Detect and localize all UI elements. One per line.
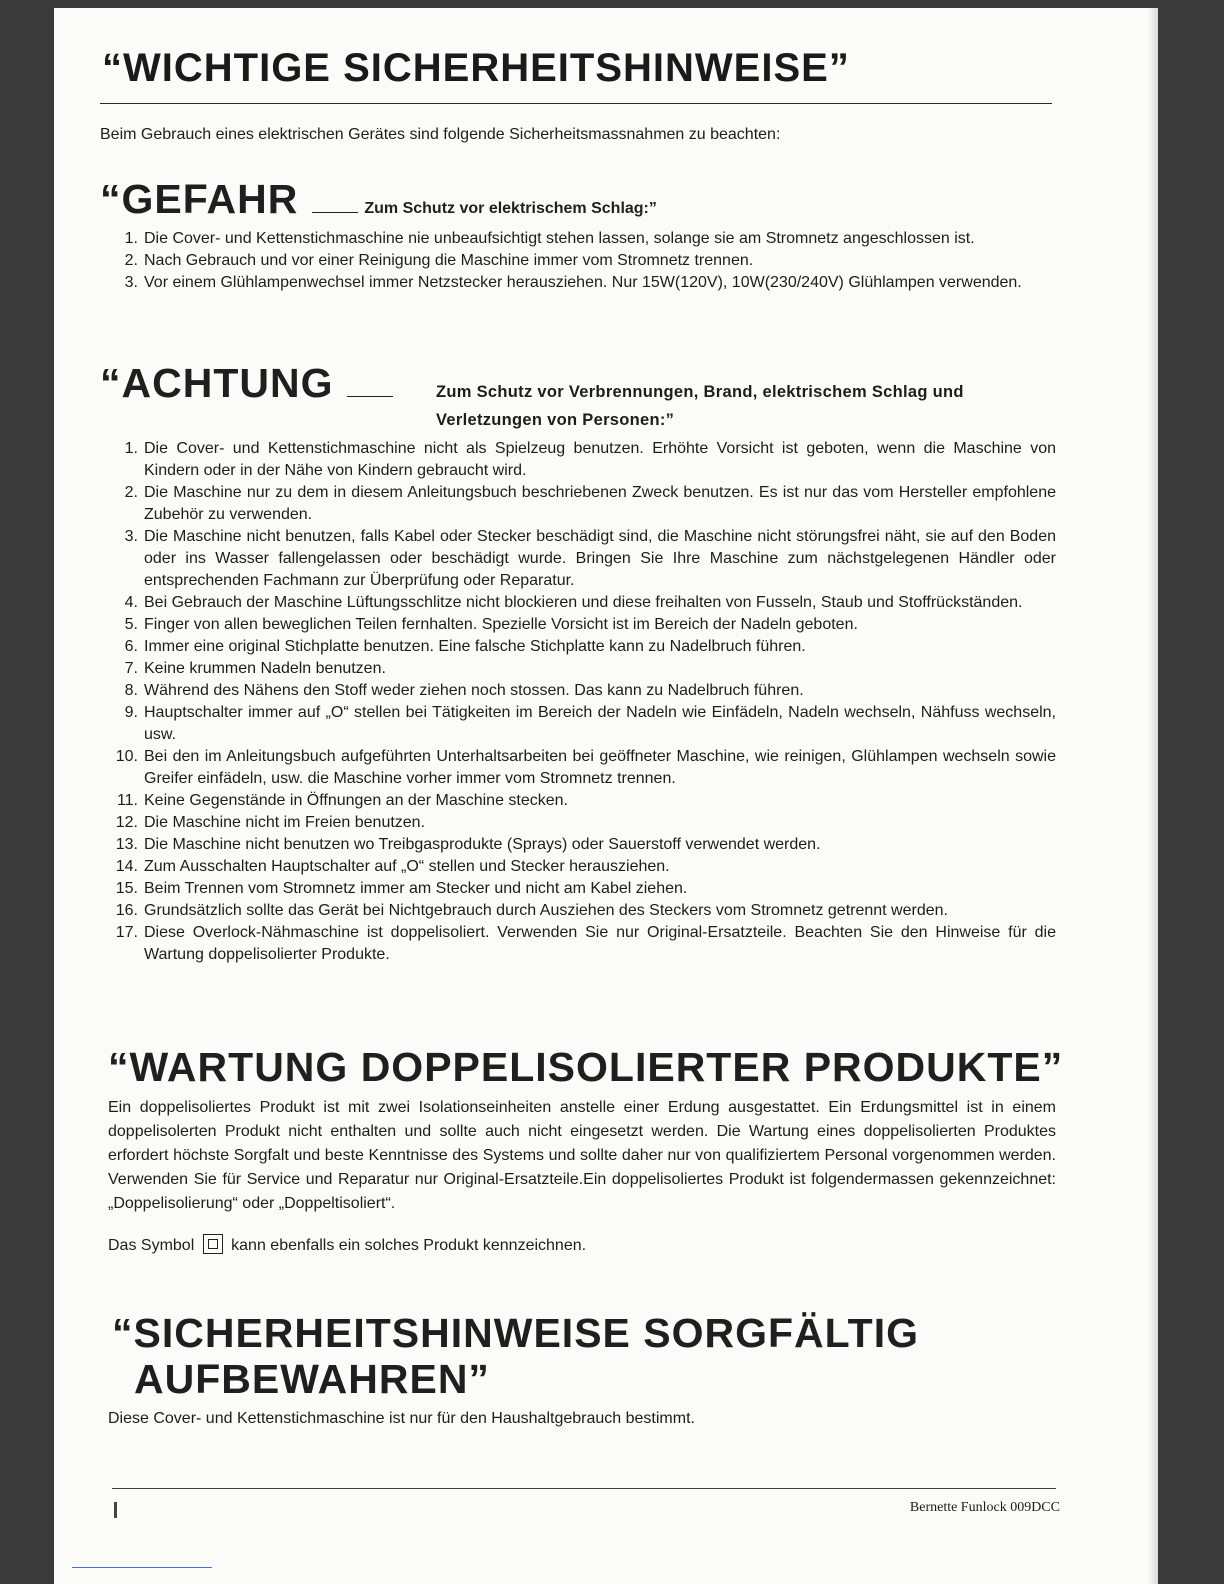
aufbewahren-heading	[112, 1310, 919, 1402]
gefahr-heading: “GEFAHR	[100, 176, 299, 222]
document-page	[54, 8, 1158, 1584]
list-item	[108, 658, 1056, 680]
gefahr-heading-underline	[312, 212, 358, 213]
list-item-number: 13 .	[108, 834, 138, 856]
list-item	[108, 702, 1056, 746]
achtung-heading-row	[100, 360, 399, 407]
list-item-number: 14 .	[108, 856, 138, 878]
list-item-text: Finger von allen beweglichen Teilen fernhalten. Spezielle Vorsicht ist im Bereich der Nadeln geboten.	[144, 616, 858, 633]
aufbewahren-text: Diese Cover- und Kettenstichmaschine ist nur für den Haushaltgebrauch bestimmt.	[108, 1410, 695, 1427]
list-item-number: 3 .	[108, 272, 138, 294]
list-item-number: 5 .	[108, 614, 138, 636]
title-divider	[100, 103, 1052, 104]
list-item	[108, 746, 1056, 790]
list-item-number: 17 .	[108, 922, 138, 944]
list-item	[108, 592, 1056, 614]
list-item	[108, 790, 1056, 812]
list-item-text: Die Maschine nicht benutzen wo Treibgasprodukte (Sprays) oder Sauerstoff verwendet werden.	[144, 836, 821, 853]
achtung-subheading: Zum Schutz vor Verbrennungen, Brand, elektrischem Schlag und Verletzungen von Personen:”	[436, 383, 964, 429]
list-item-number: 4 .	[108, 592, 138, 614]
list-item-number: 2 .	[108, 250, 138, 272]
page-marker	[114, 1502, 117, 1518]
list-item-number: 15 .	[108, 878, 138, 900]
list-item	[108, 856, 1056, 878]
list-item-text: Die Maschine nur zu dem in diesem Anleitungsbuch beschriebenen Zweck benutzen. Es ist nur das vom Hersteller empfohlene Zubehör zu verwenden.	[144, 484, 1056, 523]
list-item-text: Während des Nähens den Stoff weder ziehen noch stossen. Das kann zu Nadelbruch führen.	[144, 682, 804, 699]
list-item	[108, 614, 1056, 636]
symbol-text-before: Das Symbol	[108, 1237, 195, 1254]
list-item-text: Immer eine original Stichplatte benutzen. Eine falsche Stichplatte kann zu Nadelbruch führen.	[144, 638, 806, 655]
list-item-text: Zum Ausschalten Hauptschalter auf „O“ stellen und Stecker herausziehen.	[144, 858, 670, 875]
achtung-heading-underline	[347, 396, 393, 397]
aufbewahren-heading-line1: “SICHERHEITSHINWEISE SORGFÄLTIG	[112, 1310, 919, 1356]
list-item	[108, 228, 1056, 250]
gefahr-subheading: Zum Schutz vor elektrischem Schlag:”	[364, 200, 657, 217]
list-item	[108, 526, 1056, 592]
wartung-text: Ein doppelisoliertes Produkt ist mit zwei Isolationseinheiten anstelle einer Erdung ausgestattet. Ein Erdungsmittel ist in einem doppelisolerten Produkt nicht enthalten und sollte auch nicht eingesetzt werden. Die Wartung eines doppelisolierten Produktes erfordert höchste Sorgfalt und beste Kenntnisse des Systems und sollte daher nur von qualifiziertem Personal vorgenommen werden. Verwenden Sie für Service und Reparatur nur Original-Ersatzteile.Ein doppelisoliertes Produkt ist folgendermassen gekennzeichnet: „Doppelisolierung“ oder „Doppeltisoliert“.	[108, 1099, 1056, 1212]
wartung-heading: “WARTUNG DOPPELISOLIERTER PRODUKTE”	[108, 1044, 1064, 1090]
list-item-text: Keine Gegenstände in Öffnungen an der Maschine stecken.	[144, 792, 568, 809]
list-item-number: 10 .	[108, 746, 138, 768]
list-item	[108, 922, 1056, 966]
symbol-text-after: kann ebenfalls ein solches Produkt kennzeichnen.	[231, 1237, 587, 1254]
list-item	[108, 438, 1056, 482]
footer-divider	[112, 1488, 1056, 1489]
list-item-number: 2 .	[108, 482, 138, 504]
list-item-text: Hauptschalter immer auf „O“ stellen bei Tätigkeiten im Bereich der Nadeln wie Einfädeln, Nadeln wechseln, Nähfuss wechseln, usw.	[144, 704, 1056, 743]
footer-brand: Bernette Funlock 009DCC	[909, 1500, 1060, 1515]
aufbewahren-heading-line2: AUFBEWAHREN”	[134, 1356, 490, 1402]
list-item	[108, 878, 1056, 900]
main-title: “WICHTIGE SICHERHEITSHINWEISE”	[102, 46, 850, 90]
list-item-text: Die Cover- und Kettenstichmaschine nie unbeaufsichtigt stehen lassen, solange sie am Stromnetz angeschlossen ist.	[144, 230, 975, 247]
list-item	[108, 900, 1056, 922]
list-item-number: 12 .	[108, 812, 138, 834]
page-edge-shadow	[1148, 8, 1158, 1584]
list-item	[108, 482, 1056, 526]
list-item-text: Vor einem Glühlampenwechsel immer Netzstecker herausziehen. Nur 15W(120V), 10W(230/240V) Glühlampen verwenden.	[144, 274, 1022, 291]
list-item-text: Beim Trennen vom Stromnetz immer am Stecker und nicht am Kabel ziehen.	[144, 880, 688, 897]
intro-text: Beim Gebrauch eines elektrischen Gerätes sind folgende Sicherheitsmassnahmen zu beachten:	[100, 126, 781, 143]
list-item-number: 16 .	[108, 900, 138, 922]
list-item-number: 3 .	[108, 526, 138, 548]
achtung-list	[108, 438, 1056, 966]
list-item	[108, 272, 1056, 294]
symbol-line	[108, 1234, 586, 1255]
wartung-heading-row	[108, 1044, 1063, 1091]
gefahr-list	[108, 228, 1056, 294]
list-item-number: 9 .	[108, 702, 138, 724]
list-item-number: 1 .	[108, 438, 138, 460]
list-item-text: Diese Overlock-Nähmaschine ist doppelisoliert. Verwenden Sie nur Original-Ersatzteile. Beachten Sie den Hinweise für die Wartung doppelisolierter Produkte.	[144, 924, 1056, 963]
list-item-text: Nach Gebrauch und vor einer Reinigung die Maschine immer vom Stromnetz trennen.	[144, 252, 754, 269]
list-item-text: Grundsätzlich sollte das Gerät bei Nichtgebrauch durch Ausziehen des Steckers vom Stromnetz getrennt werden.	[144, 902, 948, 919]
list-item-text: Die Maschine nicht benutzen, falls Kabel oder Stecker beschädigt sind, die Maschine nicht störungsfrei näht, sie auf den Boden oder ins Wasser fallengelassen oder beschädigt wurde. Bringen Sie Ihre Maschine zum nächstgelegenen Händler oder entsprechenden Fachmann zur Überprüfung oder Reparatur.	[144, 528, 1056, 589]
list-item	[108, 680, 1056, 702]
bottom-link-underline	[72, 1567, 212, 1568]
list-item	[108, 250, 1056, 272]
list-item-number: 11 .	[108, 790, 138, 812]
list-item-text: Keine krummen Nadeln benutzen.	[144, 660, 386, 677]
gefahr-heading-row	[100, 176, 657, 223]
list-item-text: Bei Gebrauch der Maschine Lüftungsschlitze nicht blockieren und diese freihalten von Fusseln, Staub und Stoffrückständen.	[144, 594, 1023, 611]
list-item-number: 7 .	[108, 658, 138, 680]
list-item-text: Die Cover- und Kettenstichmaschine nicht als Spielzeug benutzen. Erhöhte Vorsicht ist geboten, wenn die Maschine von Kindern oder in der Nähe von Kindern gebraucht wird.	[144, 440, 1056, 479]
list-item	[108, 812, 1056, 834]
list-item-text: Die Maschine nicht im Freien benutzen.	[144, 814, 426, 831]
list-item	[108, 636, 1056, 658]
list-item	[108, 834, 1056, 856]
list-item-number: 6 .	[108, 636, 138, 658]
achtung-heading: “ACHTUNG	[100, 360, 334, 406]
list-item-text: Bei den im Anleitungsbuch aufgeführten Unterhaltsarbeiten bei geöffneter Maschine, wie reinigen, Glühlampen wechseln sowie Greifer einfädeln, usw. die Maschine vorher immer vom Stromnetz trennen.	[144, 748, 1056, 787]
double-insulation-icon	[203, 1234, 223, 1254]
list-item-number: 1 .	[108, 228, 138, 250]
list-item-number: 8 .	[108, 680, 138, 702]
